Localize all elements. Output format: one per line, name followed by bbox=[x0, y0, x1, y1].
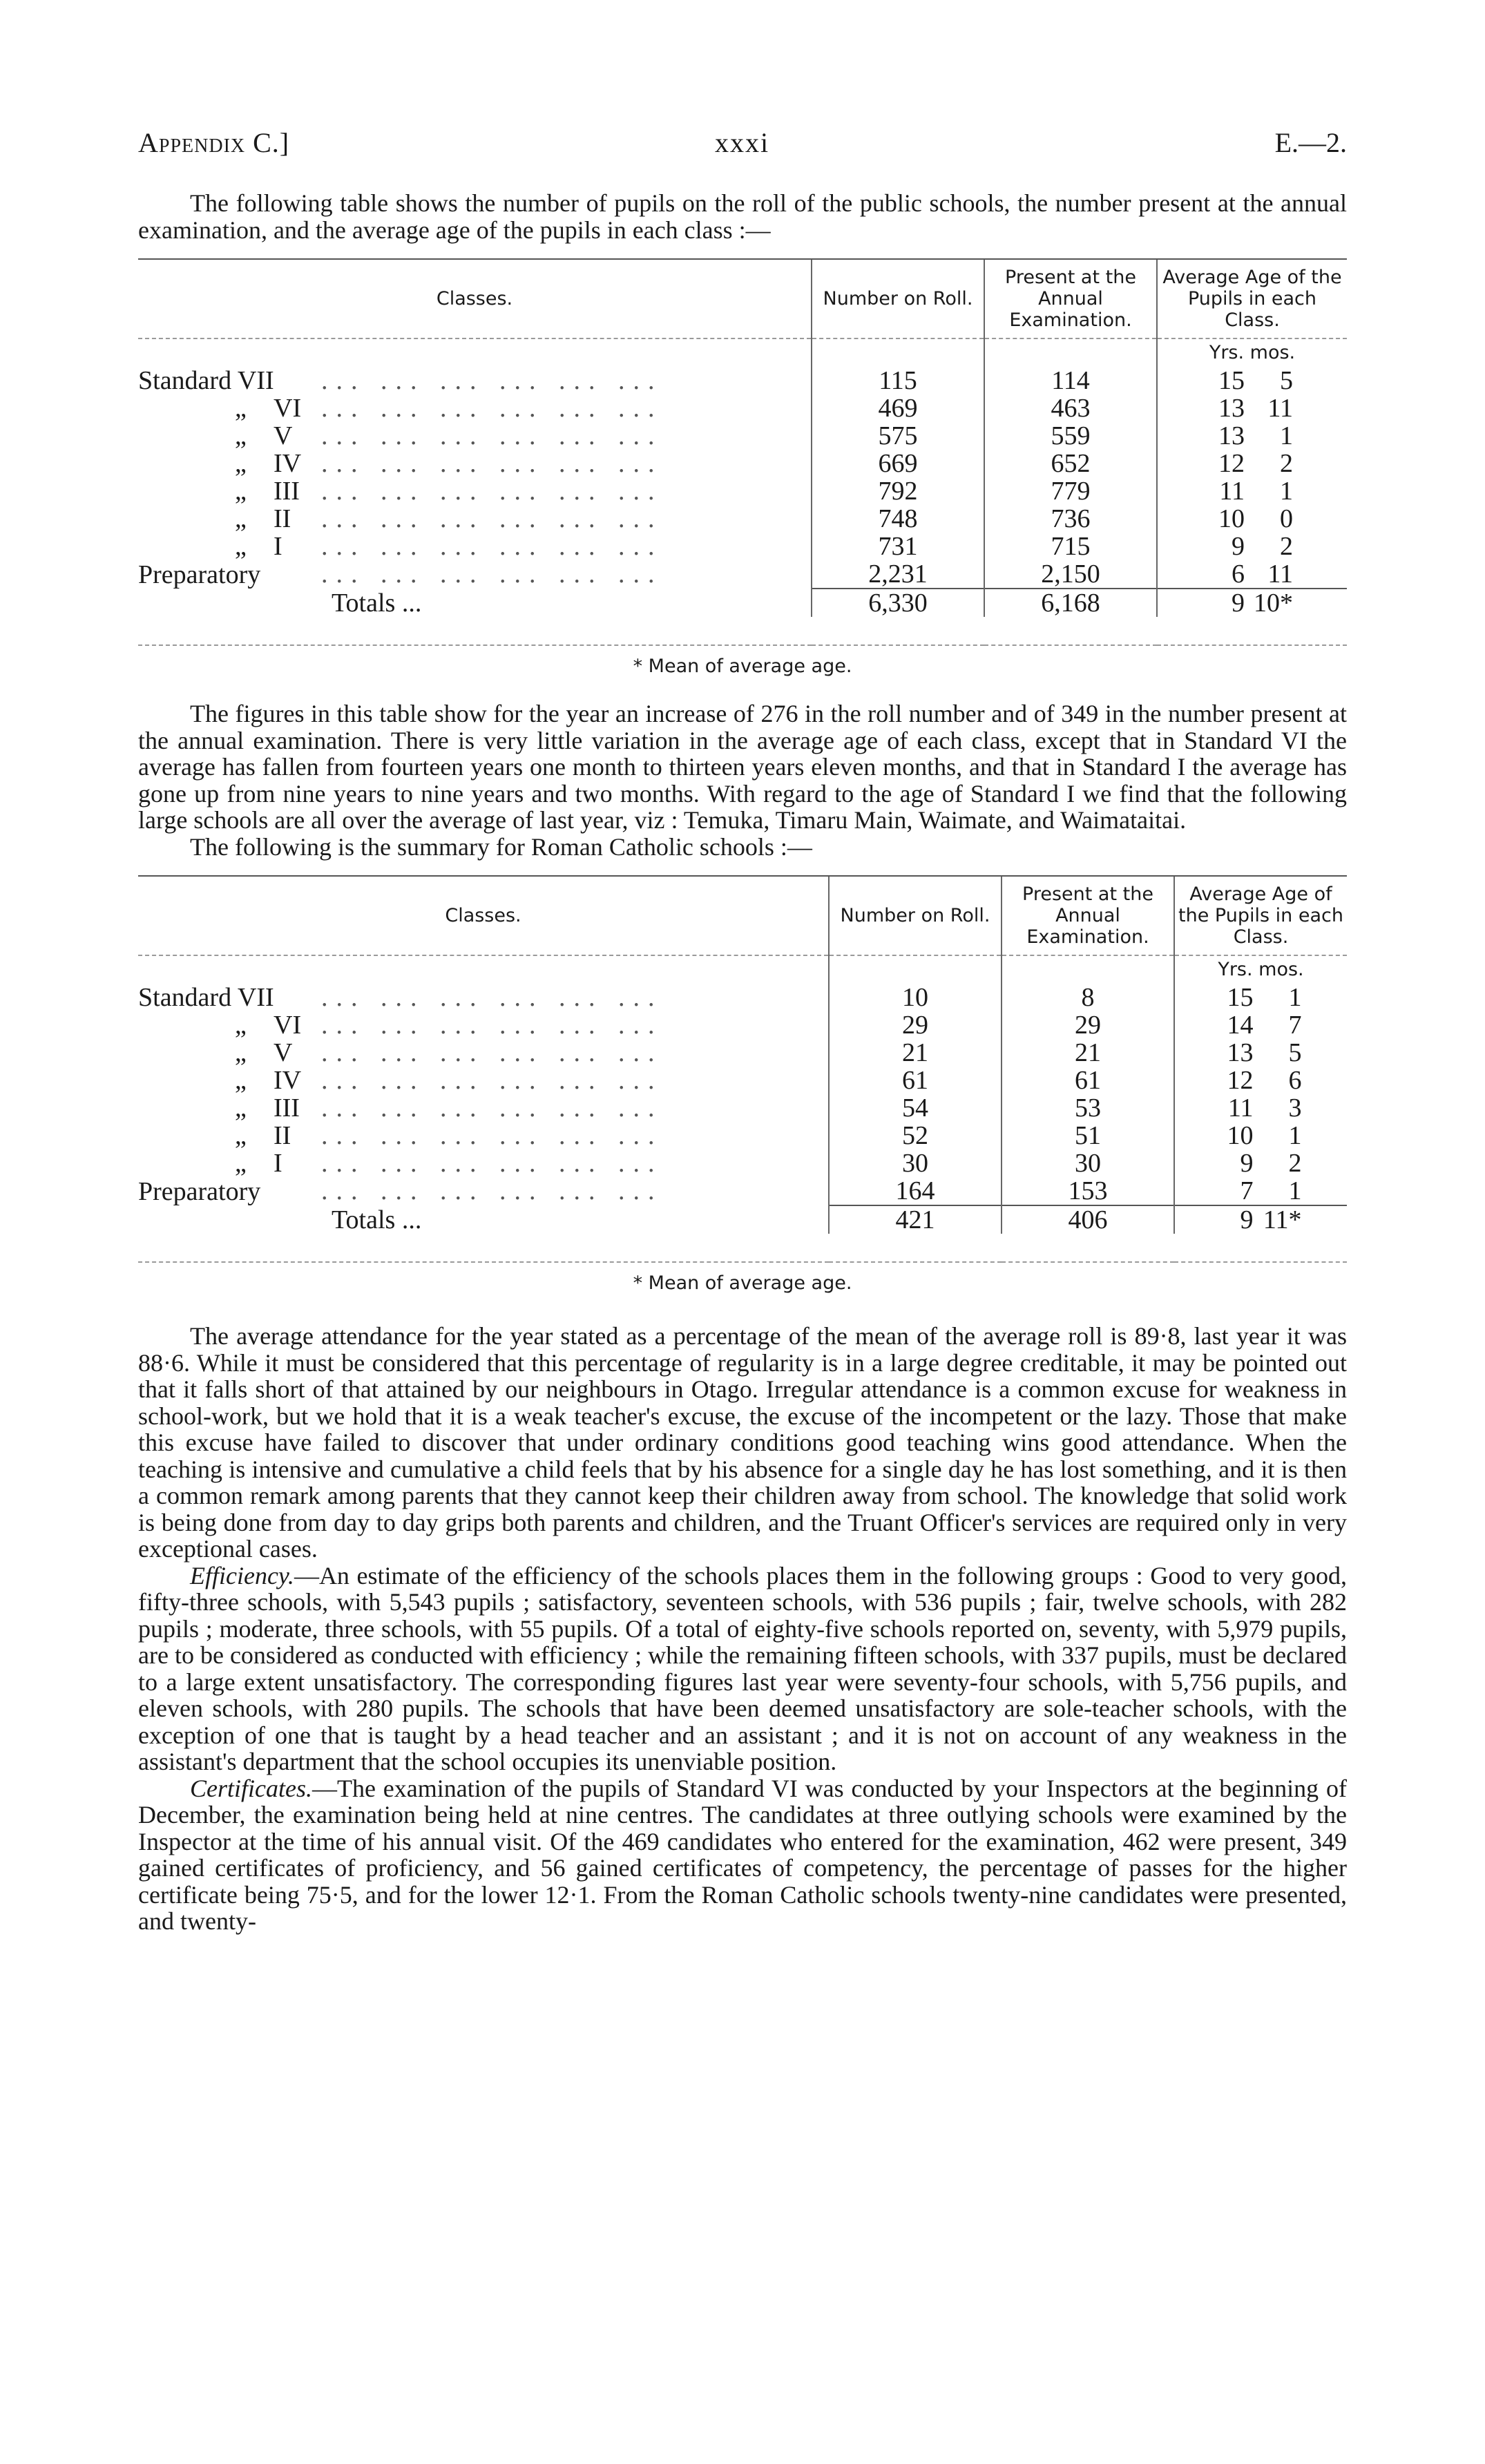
age-years: 10 bbox=[1227, 1121, 1254, 1150]
age-years: 12 bbox=[1218, 449, 1245, 478]
age-years: 15 bbox=[1218, 366, 1245, 395]
page-header bbox=[138, 121, 1347, 169]
age-months: 3 bbox=[1288, 1093, 1302, 1123]
roll-value: 748 bbox=[812, 505, 984, 533]
present-value: 2,150 bbox=[984, 560, 1157, 589]
present-value: 21 bbox=[1002, 1039, 1174, 1067]
totals-label: Totals ... bbox=[332, 1205, 422, 1234]
age-units: Yrs. mos. bbox=[1174, 955, 1347, 984]
row-label-standard: Standard bbox=[138, 366, 232, 395]
present-value: 153 bbox=[1002, 1177, 1174, 1205]
ditto-mark: „ bbox=[235, 1066, 247, 1095]
age-years: 9 bbox=[1232, 589, 1245, 618]
paragraph-roll-variation: The figures in this table show for the year an increase of 276 in the roll number and of 349 in the number present at the annual examination. There is very little variation in the average age of each class, except that in Standard VI the average has fallen from fourteen years one month to thirteen years eleven months, and that in Standard I the average has gone up from nine years to nine years and two months. With regard to the age of Standard I we find that the following large schools are all over the average of last year, viz : Temuka, Timaru Main, Waimate, and Waimataitai. bbox=[138, 700, 1347, 834]
class-name: VII bbox=[237, 983, 274, 1012]
public-schools-table bbox=[138, 258, 1347, 646]
col-classes: Classes. bbox=[138, 259, 812, 338]
age-years: 6 bbox=[1232, 560, 1245, 589]
class-name: IV bbox=[274, 449, 302, 478]
leader-dots: ... ... ... ... ... ... bbox=[321, 450, 663, 477]
age-months: 5 bbox=[1280, 366, 1293, 395]
ditto-mark: „ bbox=[235, 504, 247, 533]
table-footnote: * Mean of average age. bbox=[633, 656, 852, 677]
age-months: 2 bbox=[1288, 1149, 1302, 1178]
class-name: VII bbox=[237, 366, 274, 395]
leader-dots: ... ... ... ... ... ... bbox=[321, 1094, 663, 1122]
col-present: Present at the Annual Examination. bbox=[1002, 876, 1174, 955]
present-total: 406 bbox=[1002, 1205, 1174, 1234]
age-years: 13 bbox=[1218, 394, 1245, 423]
roll-value: 54 bbox=[829, 1094, 1002, 1122]
age-months: 1 bbox=[1280, 477, 1293, 506]
col-average-age: Average Age of the Pupils in each Class. bbox=[1157, 259, 1347, 338]
age-months: 1 bbox=[1288, 1121, 1302, 1150]
table-row bbox=[138, 477, 1347, 505]
roll-value: 575 bbox=[812, 422, 984, 450]
table-row bbox=[138, 1067, 1347, 1094]
class-name: II bbox=[274, 504, 291, 533]
leader-dots: ... ... ... ... ... ... bbox=[321, 1122, 663, 1149]
roll-value: 2,231 bbox=[812, 560, 984, 589]
col-number-on-roll: Number on Roll. bbox=[812, 259, 984, 338]
totals-row bbox=[138, 1205, 1347, 1234]
age-years: 12 bbox=[1227, 1066, 1254, 1095]
table-row bbox=[138, 1039, 1347, 1067]
age-years: 11 bbox=[1219, 477, 1245, 506]
paragraph-efficiency bbox=[138, 1563, 1347, 1775]
present-value: 8 bbox=[1002, 984, 1174, 1011]
table-row bbox=[138, 367, 1347, 394]
present-total: 6,168 bbox=[984, 589, 1157, 617]
present-value: 29 bbox=[1002, 1011, 1174, 1039]
present-value: 463 bbox=[984, 394, 1157, 422]
roll-value: 731 bbox=[812, 533, 984, 560]
present-value: 51 bbox=[1002, 1122, 1174, 1149]
age-months: 11* bbox=[1263, 1205, 1302, 1234]
roll-value: 669 bbox=[812, 450, 984, 477]
present-value: 53 bbox=[1002, 1094, 1174, 1122]
row-label-standard: Standard bbox=[138, 983, 232, 1012]
table-row bbox=[138, 560, 1347, 589]
table-row bbox=[138, 1011, 1347, 1039]
class-name: III bbox=[274, 477, 300, 506]
ditto-mark: „ bbox=[235, 1121, 247, 1150]
col-present: Present at the Annual Examination. bbox=[984, 259, 1157, 338]
class-name: VI bbox=[274, 1011, 302, 1040]
class-name: IV bbox=[274, 1066, 302, 1095]
document-page bbox=[138, 121, 1347, 1935]
leader-dots: ... ... ... ... ... ... bbox=[321, 1067, 663, 1094]
page-number: xxxi bbox=[715, 127, 770, 158]
age-years: 13 bbox=[1218, 421, 1245, 450]
roll-value: 115 bbox=[812, 367, 984, 394]
present-value: 652 bbox=[984, 450, 1157, 477]
present-value: 559 bbox=[984, 422, 1157, 450]
totals-row bbox=[138, 589, 1347, 617]
present-value: 736 bbox=[984, 505, 1157, 533]
age-years: 13 bbox=[1227, 1038, 1254, 1067]
leader-dots: ... ... ... ... ... ... bbox=[321, 477, 663, 505]
leader-dots: ... ... ... ... ... ... bbox=[321, 560, 663, 588]
age-years: 15 bbox=[1227, 983, 1254, 1012]
leader-dots: ... ... ... ... ... ... bbox=[321, 1177, 663, 1205]
roll-value: 21 bbox=[829, 1039, 1002, 1067]
class-name: III bbox=[274, 1093, 300, 1123]
roll-value: 30 bbox=[829, 1149, 1002, 1177]
table-row bbox=[138, 394, 1347, 422]
present-value: 779 bbox=[984, 477, 1157, 505]
appendix-label: Appendix C.] bbox=[138, 127, 290, 158]
intro-paragraph-public: The following table shows the number of pupils on the roll of the public schools, the number present at the annual examination, and the average age of the pupils in each class :— bbox=[138, 189, 1347, 244]
leader-dots: ... ... ... ... ... ... bbox=[321, 422, 663, 450]
ditto-mark: „ bbox=[235, 1038, 247, 1067]
leader-dots: ... ... ... ... ... ... bbox=[321, 1011, 663, 1039]
leader-dots: ... ... ... ... ... ... bbox=[321, 533, 663, 560]
class-name: V bbox=[274, 1038, 293, 1067]
roll-value: 52 bbox=[829, 1122, 1002, 1149]
table-footnote: * Mean of average age. bbox=[633, 1272, 852, 1294]
ditto-mark: „ bbox=[235, 532, 247, 561]
certificates-text: —The examination of the pupils of Standard VI was conducted by your Inspectors at the beginning of December, the examination being held at nine centres. The candidates at three outlying schools were examined by the Inspector at the time of his annual visit. Of the 469 candidates who entered for the examination, 462 were present, 349 gained certificates of proficiency, and 56 gained certificates of competency, the percentage of passes for the higher certificate being 75·5, and for the lower 12·1. From the Roman Catholic schools twenty-nine candidates were presented, and twenty- bbox=[138, 1774, 1347, 1935]
class-name: Preparatory bbox=[138, 560, 261, 589]
class-name: I bbox=[274, 1149, 282, 1178]
class-name: II bbox=[274, 1121, 291, 1150]
col-number-on-roll: Number on Roll. bbox=[829, 876, 1002, 955]
catholic-schools-table bbox=[138, 875, 1347, 1263]
table-row bbox=[138, 533, 1347, 560]
leader-dots: ... ... ... ... ... ... bbox=[321, 394, 663, 422]
table-row bbox=[138, 984, 1347, 1011]
leader-dots: ... ... ... ... ... ... bbox=[321, 505, 663, 533]
efficiency-heading: Efficiency. bbox=[190, 1561, 294, 1589]
table-row bbox=[138, 422, 1347, 450]
age-years: 9 bbox=[1240, 1205, 1254, 1234]
roll-value: 10 bbox=[829, 984, 1002, 1011]
ditto-mark: „ bbox=[235, 1011, 247, 1040]
roll-total: 421 bbox=[829, 1205, 1002, 1234]
leader-dots: ... ... ... ... ... ... bbox=[321, 1149, 663, 1177]
age-years: 11 bbox=[1227, 1093, 1254, 1123]
ditto-mark: „ bbox=[235, 394, 247, 423]
class-name: I bbox=[274, 532, 282, 561]
class-name: Preparatory bbox=[138, 1176, 261, 1206]
intro-paragraph-catholic: The following is the summary for Roman Catholic schools :— bbox=[190, 832, 812, 861]
table-row bbox=[138, 1149, 1347, 1177]
age-months: 5 bbox=[1288, 1038, 1302, 1067]
leader-dots: ... ... ... ... ... ... bbox=[321, 984, 663, 1011]
ditto-mark: „ bbox=[235, 449, 247, 478]
roll-value: 29 bbox=[829, 1011, 1002, 1039]
age-months: 1 bbox=[1288, 983, 1302, 1012]
present-value: 114 bbox=[984, 367, 1157, 394]
class-name: V bbox=[274, 421, 293, 450]
age-months: 0 bbox=[1280, 504, 1293, 533]
leader-dots: ... ... ... ... ... ... bbox=[321, 1039, 663, 1067]
age-years: 14 bbox=[1227, 1011, 1254, 1040]
table-row bbox=[138, 1177, 1347, 1205]
age-months: 11 bbox=[1267, 394, 1293, 423]
age-units: Yrs. mos. bbox=[1157, 338, 1347, 367]
paragraph-attendance: The average attendance for the year stated as a percentage of the mean of the average roll is 89·8, last year it was 88·6. While it must be considered that this percentage of regularity is in a large degree creditable, it may be pointed out that it falls short of that attained by our neighbours in Otago. Irregular attendance is a common excuse for weakness in school-work, but we hold that it is a weak teacher's excuse, the excuse of the incompetent or the lazy. Those that make this excuse have failed to discover that under ordinary conditions good teaching wins good attendance. When the teaching is intensive and cumulative a child feels that by his absence for a single day he has lost something, and it is then a common remark among parents that they cannot keep their children away from school. The knowledge that solid work is being done from day to day grips both parents and children, and the Truant Officer's services are required only in very exceptional cases. bbox=[138, 1322, 1347, 1563]
present-value: 30 bbox=[1002, 1149, 1174, 1177]
table-row bbox=[138, 450, 1347, 477]
table-row bbox=[138, 1122, 1347, 1149]
leader-dots: ... ... ... ... ... ... bbox=[321, 367, 663, 394]
ditto-mark: „ bbox=[235, 1149, 247, 1178]
roll-value: 469 bbox=[812, 394, 984, 422]
report-code: E.—2. bbox=[1274, 127, 1347, 158]
table-row bbox=[138, 505, 1347, 533]
age-years: 7 bbox=[1240, 1176, 1254, 1205]
roll-value: 792 bbox=[812, 477, 984, 505]
ditto-mark: „ bbox=[235, 421, 247, 450]
ditto-mark: „ bbox=[235, 477, 247, 506]
age-years: 10 bbox=[1218, 504, 1245, 533]
table-row bbox=[138, 1094, 1347, 1122]
certificates-heading: Certificates. bbox=[190, 1774, 312, 1802]
age-years: 9 bbox=[1240, 1149, 1254, 1178]
age-months: 10* bbox=[1254, 589, 1293, 618]
age-months: 7 bbox=[1288, 1011, 1302, 1040]
present-value: 715 bbox=[984, 533, 1157, 560]
totals-label: Totals ... bbox=[332, 588, 422, 618]
col-classes: Classes. bbox=[138, 876, 829, 955]
efficiency-text: —An estimate of the efficiency of the schools places them in the following groups : Good to very good, fifty-three schools, with 5,543 pupils ; satisfactory, seventeen schools, with 536 pupils ; fair, twelve schools, with 282 pupils ; moderate, three schools, with 55 pupils. Of a total of eighty-five schools reported on, seventy, with 5,979 pupils, are to be considered as conducted with efficiency ; while the remaining fifteen schools, with 337 pupils, must be declared to a large extent unsatisfactory. The corresponding figures last year were seventy-four schools, with 5,756 pupils, and eleven schools, with 280 pupils. The schools that have been deemed unsatisfactory are sole-teacher schools, with the exception of one that is taught by a head teacher and an assistant ; and it is not on account of any weakness in the assistant's department that the school occupies its unenviable position. bbox=[138, 1561, 1347, 1775]
age-months: 1 bbox=[1280, 421, 1293, 450]
age-months: 2 bbox=[1280, 449, 1293, 478]
age-years: 9 bbox=[1232, 532, 1245, 561]
ditto-mark: „ bbox=[235, 1093, 247, 1123]
col-average-age: Average Age of the Pupils in each Class. bbox=[1174, 876, 1347, 955]
paragraph-certificates bbox=[138, 1775, 1347, 1935]
roll-value: 61 bbox=[829, 1067, 1002, 1094]
age-months: 2 bbox=[1280, 532, 1293, 561]
age-months: 1 bbox=[1288, 1176, 1302, 1205]
roll-total: 6,330 bbox=[812, 589, 984, 617]
class-name: VI bbox=[274, 394, 302, 423]
present-value: 61 bbox=[1002, 1067, 1174, 1094]
age-months: 11 bbox=[1267, 560, 1293, 589]
age-months: 6 bbox=[1288, 1066, 1302, 1095]
roll-value: 164 bbox=[829, 1177, 1002, 1205]
